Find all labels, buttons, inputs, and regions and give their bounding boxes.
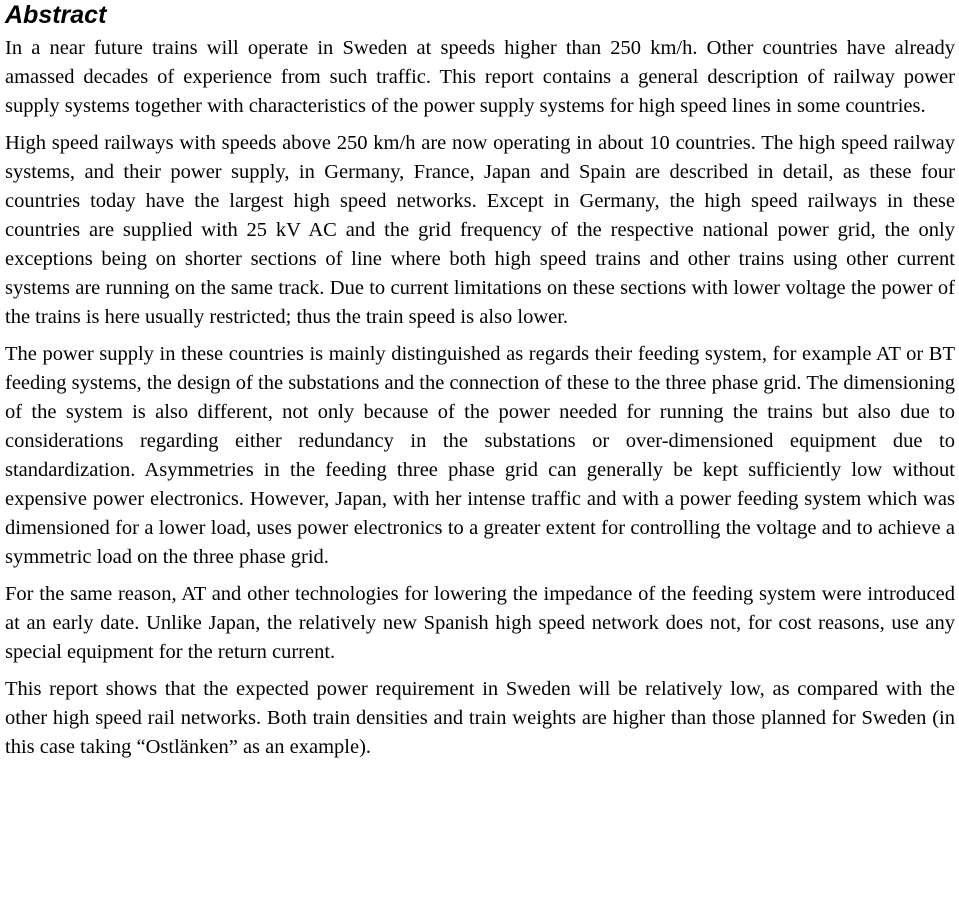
abstract-paragraph-2: High speed railways with speeds above 250 km/h are now operating in about 10 countries. The high speed railway systems, and their power supply, in Germany, France, Japan and Spain are described in detail, as these four countries today have the largest high speed networks. Except in Germany, the high speed railways in these countries are supplied with 25 kV AC and the grid frequency of the respective national power grid, the only exceptions being on shorter sections of line where both high speed trains and other trains using other current systems are running on the same track. Due to current limitations on these sections with lower voltage the power of the trains is here usually restricted; thus the train speed is also lower. xyxy=(5,132,955,328)
abstract-paragraph-3: The power supply in these countries is mainly distinguished as regards their feeding system, for example AT or BT feeding systems, the design of the substations and the connection of these to the three phase grid. The dimensioning of the system is also different, not only because of the power needed for running the trains but also due to considerations regarding either redundancy in the substations or over-dimensioned equipment due to standardization. Asymmetries in the feeding three phase grid can generally be kept sufficiently low without expensive power electronics. However, Japan, with her intense traffic and with a power feeding system which was dimensioned for a lower load, uses power electronics to a greater extent for controlling the voltage and to achieve a symmetric load on the three phase grid. xyxy=(5,343,955,568)
abstract-paragraph-5: This report shows that the expected power requirement in Sweden will be relatively low, as compared with the other high speed rail networks. Both train densities and train weights are higher than those planned for Sweden (in this case taking “Ostlänken” as an example). xyxy=(5,678,955,758)
abstract-paragraph-1: In a near future trains will operate in Sweden at speeds higher than 250 km/h. Other countries have already amassed decades of experience from such traffic. This report contains a general description of railway power supply systems together with characteristics of the power supply systems for high speed lines in some countries. xyxy=(5,37,955,117)
abstract-heading: Abstract xyxy=(5,1,107,29)
abstract-paragraph-4: For the same reason, AT and other technologies for lowering the impedance of the feeding system were introduced at an early date. Unlike Japan, the relatively new Spanish high speed network does not, for cost reasons, use any special equipment for the return current. xyxy=(5,583,955,663)
abstract-page xyxy=(5,0,955,762)
